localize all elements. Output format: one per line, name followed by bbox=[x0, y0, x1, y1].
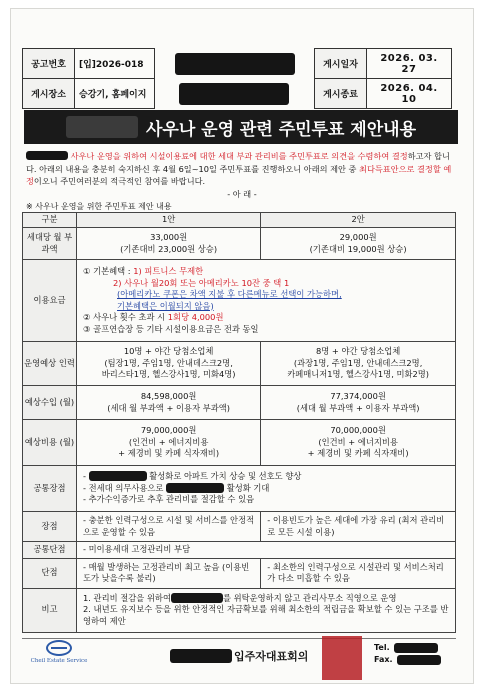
usage-details: ① 기본혜택 : 1) 피트니스 무제한 2) 사우나 월20회 또는 아메리카노 10잔 중 택 1 (아메리카노 쿠폰은 차액 지불 후 다른메뉴로 선택이 가능하며, 기본혜택은 이월되지 않음) ② 사우나 횟수 초과 시 1회당 4,000원 ③ 골프연습장 등 기타 시설이용요금은 전과 동일 bbox=[77, 260, 456, 342]
intro-paragraph bbox=[26, 150, 458, 200]
location: 승강기, 홈페이지 bbox=[75, 79, 155, 109]
staff-option-1: 10명 + 야간 당첨소업체 (팀장1명, 주임1명, 안내데스크2명, 바리스타1명, 헬스강사1명, 미화4명) bbox=[77, 342, 261, 386]
pro-label: 장점 bbox=[23, 512, 77, 542]
fee-option-1: 33,000원 (기존대비 23,000원 상승) bbox=[77, 228, 261, 260]
post-date: 2026. 03. 27 bbox=[367, 49, 452, 79]
fee-option-2: 29,000원 (기존대비 19,000원 상승) bbox=[261, 228, 456, 260]
tel-label: Tel. bbox=[374, 643, 390, 652]
staff-option-2: 8명 + 야간 당첨소업체 (과장1명, 주임1명, 안내데스크2명, 카페매니저1명, 헬스강사1명, 미화2명) bbox=[261, 342, 456, 386]
proposal-table bbox=[22, 212, 456, 633]
notice-no: [입]2026-018 bbox=[75, 49, 155, 79]
redacted-cell bbox=[155, 79, 315, 109]
con-option-2: - 최소한의 인력구성으로 시설관리 및 서비스처리가 다소 미흡할 수 있음 bbox=[261, 558, 456, 588]
redacted-cell bbox=[155, 49, 315, 79]
footer-divider bbox=[22, 638, 456, 639]
remarks: 1. 관리비 절감을 위하여 를 위탁운영하지 않고 관리사무소 직영으로 운영 2. 내년도 유지보수 등을 위한 안정적인 자금확보를 위해 최소한의 적립금을 확보할 수 있는 구조를 반영하여 제안 bbox=[77, 588, 456, 632]
contact-info bbox=[374, 642, 441, 666]
pro-option-2: - 이용빈도가 높은 세대에 가장 유리 (최저 관리비로 모든 시설 이용) bbox=[261, 512, 456, 542]
intro-red-2: 결정 bbox=[391, 151, 408, 161]
staff-label: 운영예상 인력 bbox=[23, 342, 77, 386]
post-date-label: 게시일자 bbox=[315, 49, 367, 79]
pro-option-1: - 충분한 인력구성으로 시설 및 서비스를 안정적으로 운영할 수 있음 bbox=[77, 512, 261, 542]
remark-label: 비고 bbox=[23, 588, 77, 632]
title-bar bbox=[24, 110, 458, 144]
col-option-2: 2안 bbox=[261, 213, 456, 228]
intro-red-1: 사우나 운영을 위하여 시설이용료에 대한 세대 부과 관리비를 주민투표로 의견을 수렴하여 bbox=[70, 151, 390, 161]
below-marker: - 아 래 - bbox=[227, 188, 257, 199]
intro-end: 이오니 주민여러분의 적극적인 참여를 바랍니다. bbox=[33, 176, 206, 186]
usage-label: 이용요금 bbox=[23, 260, 77, 342]
col-div: 구분 bbox=[23, 213, 77, 228]
cost-option-1: 79,000,000원 (인건비 + 에너지비용 + 제경비 및 카페 식자재비) bbox=[77, 420, 261, 466]
location-label: 게시장소 bbox=[23, 79, 75, 109]
income-option-2: 77,374,000원 (세대 월 부과액 + 이용자 부과액) bbox=[261, 386, 456, 420]
company-logo: Cheil Estate Service bbox=[24, 640, 94, 674]
intro-red-3: 최다득표안으로 결정할 예정 bbox=[26, 163, 452, 186]
col-option-1: 1안 bbox=[77, 213, 261, 228]
fee-label: 세대당 월 부과액 bbox=[23, 228, 77, 260]
income-label: 예상수입 (월) bbox=[23, 386, 77, 420]
cost-option-2: 70,000,000원 (인건비 + 에너지비용 + 제경비 및 카페 식자재비) bbox=[261, 420, 456, 466]
end-date-label: 게시종료 bbox=[315, 79, 367, 109]
con-option-1: - 매월 발생하는 고정관리비 최고 높음 (이용빈도가 낮을수록 불리) bbox=[77, 558, 261, 588]
page-title: 사우나 운영 관련 주민투표 제안내용 bbox=[145, 119, 416, 140]
logo-icon bbox=[46, 640, 72, 656]
common-pros: - 활성화로 아파트 가치 상승 및 선호도 향상 - 전세대 의무사용으로 활성화 기대 - 추가수익증가로 추후 관리비를 절감할 수 있음 bbox=[77, 466, 456, 512]
table-note: ※ 사우나 운영을 위한 주민투표 제안 내용 bbox=[26, 202, 172, 211]
signatory: 입주자대표회의 bbox=[234, 650, 309, 663]
common-pro-label: 공통장점 bbox=[23, 466, 77, 512]
fax-label: Fax. bbox=[374, 655, 393, 664]
cost-label: 예상비용 (월) bbox=[23, 420, 77, 466]
common-con-label: 공통단점 bbox=[23, 542, 77, 559]
seal-stamp bbox=[322, 636, 362, 680]
income-option-1: 84,598,000원 (세대 월 부과액 + 이용자 부과액) bbox=[77, 386, 261, 420]
signature-block bbox=[170, 648, 308, 664]
end-date: 2026. 04. 10 bbox=[367, 79, 452, 109]
redacted-block bbox=[66, 116, 138, 138]
intro-text: 하고자 합니다. 아래의 내용을 충분히 숙지하신 후 4월 6일~10일 주민투표를 진행하오니 아래의 제안 중 bbox=[26, 151, 450, 174]
notice-no-label: 공고번호 bbox=[23, 49, 75, 79]
con-label: 단점 bbox=[23, 558, 77, 588]
common-con: - 미이용세대 고정관리비 부담 bbox=[77, 542, 456, 559]
notice-header-table bbox=[22, 48, 452, 109]
